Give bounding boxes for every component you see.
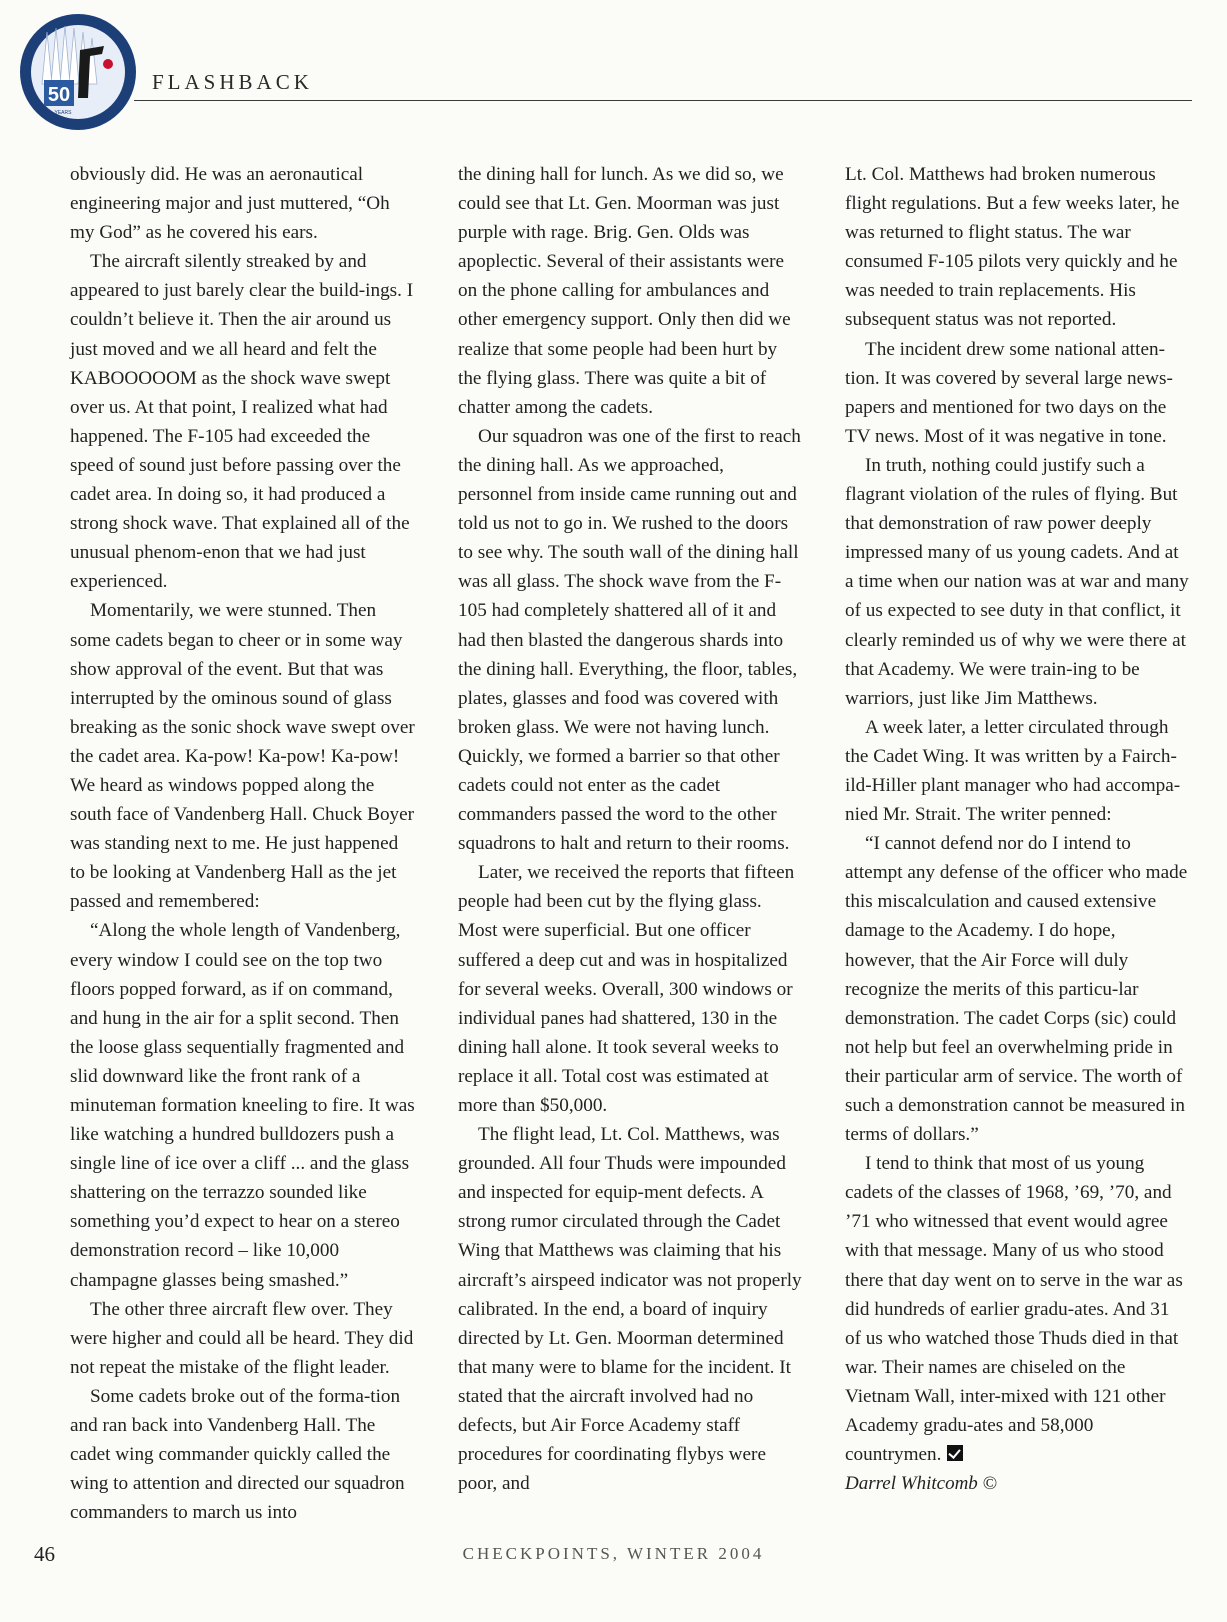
publication-footer: CHECKPOINTS, WINTER 2004 (462, 1544, 765, 1563)
badge-number: 50 (47, 84, 71, 106)
paragraph: The incident drew some national atten-tion. It was covered by several large news-papers and mentioned for two days on the TV news. Most of it was negative in tone. (845, 338, 1173, 447)
paragraph-text: I tend to think that most of us young cadets of the classes of 1968, ’69, ’70, and ’71 who witnessed that event would agree with that message. Many of us who stood there that day went on to serve in the war as did hundreds of earlier gradu-ates. And 31 of us who watched those Thuds died in that war. Their names are chiseled on the Vietnam Wall, inter-mixed with 121 other Academy gradu-ates and 58,000 countrymen. (845, 1153, 1183, 1466)
author-byline: Darrel Whitcomb © (845, 1473, 997, 1495)
paragraph: Our squadron was one of the first to reach the dining hall. As we approached, personnel from inside came running out and told us not to go in. We rushed to the doors to see why. The south wall of the dining hall was all glass. The shock wave from the F-105 had completely shattered all of it and had then blasted the dangerous shards into the dining hall. Everything, the floor, tables, plates, glasses and food was covered with broken glass. We were not having lunch. Quickly, we formed a barrier so that other cadets could not enter as the cadet commanders passed the word to the other squadrons to halt and return to their rooms. (458, 425, 801, 855)
paragraph-final (845, 1149, 1190, 1469)
paragraph: A week later, a letter circulated through the Cadet Wing. It was written by a Fairch-ild-Hiller plant manager who had accompa-nied Mr. Strait. The writer penned: (845, 716, 1181, 826)
paragraph: The aircraft silently streaked by and appeared to just barely clear the build-ings. I couldn’t believe it. Then the air around us just moved and we all heard and felt the KABOOOOOM as the shock wave swept over us. At that point, I realized what had happened. The F-105 had exceeded the speed of sound just before passing over the cadet area. In doing so, it had produced a strong shock wave. That explained all of the unusual phenom-enon that we had just experienced. (70, 251, 414, 593)
paragraph: obviously did. He was an aeronautical engineering major and just muttered, “Oh my God” as he covered his ears. (70, 164, 390, 244)
paragraph: In truth, nothing could justify such a flagrant violation of the rules of flying. But that demonstration of raw power deeply impressed many of us young cadets. And at a time when our nation was at war and many of us expected to see duty in that conflict, it clearly reminded us of why we were there at that Academy. We were train-ing to be warriors, just like Jim Matthews. (845, 454, 1189, 709)
paragraph: The flight lead, Lt. Col. Matthews, was grounded. All four Thuds were impounded and inspected for equip-ment defects. A strong rumor circulated through the Cadet Wing that Matthews was claiming that his aircraft’s airspeed indicator was not properly calibrated. In the end, a board of inquiry directed by Lt. Gen. Moorman determined that many were to blame for the incident. It stated that the aircraft involved had no defects, but Air Force Academy staff procedures for coordinating flybys were poor, and (458, 1124, 802, 1495)
paragraph: Lt. Col. Matthews had broken numerous flight regulations. But a few weeks later, he was returned to flight status. The war consumed F-105 pilots very quickly and he was needed to train replacements. His subsequent status was not reported. (845, 164, 1180, 331)
section-title: FLASHBACK (152, 70, 313, 94)
header-divider (134, 100, 1192, 101)
paragraph: Some cadets broke out of the forma-tion and ran back into Vandenberg Hall. The cadet wing commander quickly called the wing to attention and directed our squadron commanders to march us into (70, 1385, 405, 1524)
paragraph: Later, we received the reports that fifteen people had been cut by the flying glass. Most were superficial. But one officer suffered a deep cut and was in hospitalized for several weeks. Overall, 300 windows or individual panes had shattered, 130 in the dining hall alone. It took several weeks to replace it all. Total cost was estimated at more than $50,000. (458, 862, 795, 1116)
paragraph: Momentarily, we were stunned. Then some cadets began to cheer or in some way show approval of the event. But that was interrupted by the ominous sound of glass breaking as the sonic shock wave swept over the cadet area. Ka-pow! Ka-pow! Ka-pow! We heard as windows popped along the south face of Vandenberg Hall. Chuck Boyer was standing next to me. He just happened to be looking at Vandenberg Hall as the jet passed and remembered: (70, 600, 415, 913)
page-number: 46 (34, 1542, 55, 1566)
badge-label: YEARS (54, 110, 72, 116)
paragraph: “I cannot defend nor do I intend to attempt any defense of the officer who made this miscalculation and caused extensive damage to the Academy. I do hope, however, that the Air Force will duly recognize the merits of this particu-lar demonstration. The cadet Corps (sic) could not help but feel an overwhelming pride in their particular arm of service. The worth of such a demonstration cannot be measured in terms of dollars.” (845, 833, 1188, 1146)
page-header (0, 0, 1227, 140)
article-column-3 (845, 160, 1190, 1498)
paragraph: “Along the whole length of Vandenberg, every window I could see on the top two floors popped forward, as if on command, and hung in the air for a split second. Then the loose glass sequentially fragmented and slid downward like the front rank of a minuteman formation kneeling to fire. It was like watching a hundred bulldozers push a single line of ice over a cliff ... and the glass shattering on the terrazzo sounded like something you’d expect to hear on a stereo demonstration record – like 10,000 champagne glasses being smashed.” (70, 920, 415, 1291)
article-body (70, 160, 1190, 1540)
article-column-2 (458, 160, 803, 1498)
usafa-50th-anniversary-seal-icon (18, 12, 138, 132)
article-column-1 (70, 160, 415, 1527)
paragraph: The other three aircraft flew over. They were higher and could all be heard. They did not repeat the mistake of the flight leader. (70, 1298, 414, 1378)
end-of-article-check-icon (947, 1445, 963, 1461)
paragraph: the dining hall for lunch. As we did so, we could see that Lt. Gen. Moorman was just purple with rage. Brig. Gen. Olds was apoplectic. Several of their assistants were on the phone calling for ambulances and other emergency support. Only then did we realize that some people had been hurt by the flying glass. There was quite a bit of chatter among the cadets. (458, 164, 791, 418)
